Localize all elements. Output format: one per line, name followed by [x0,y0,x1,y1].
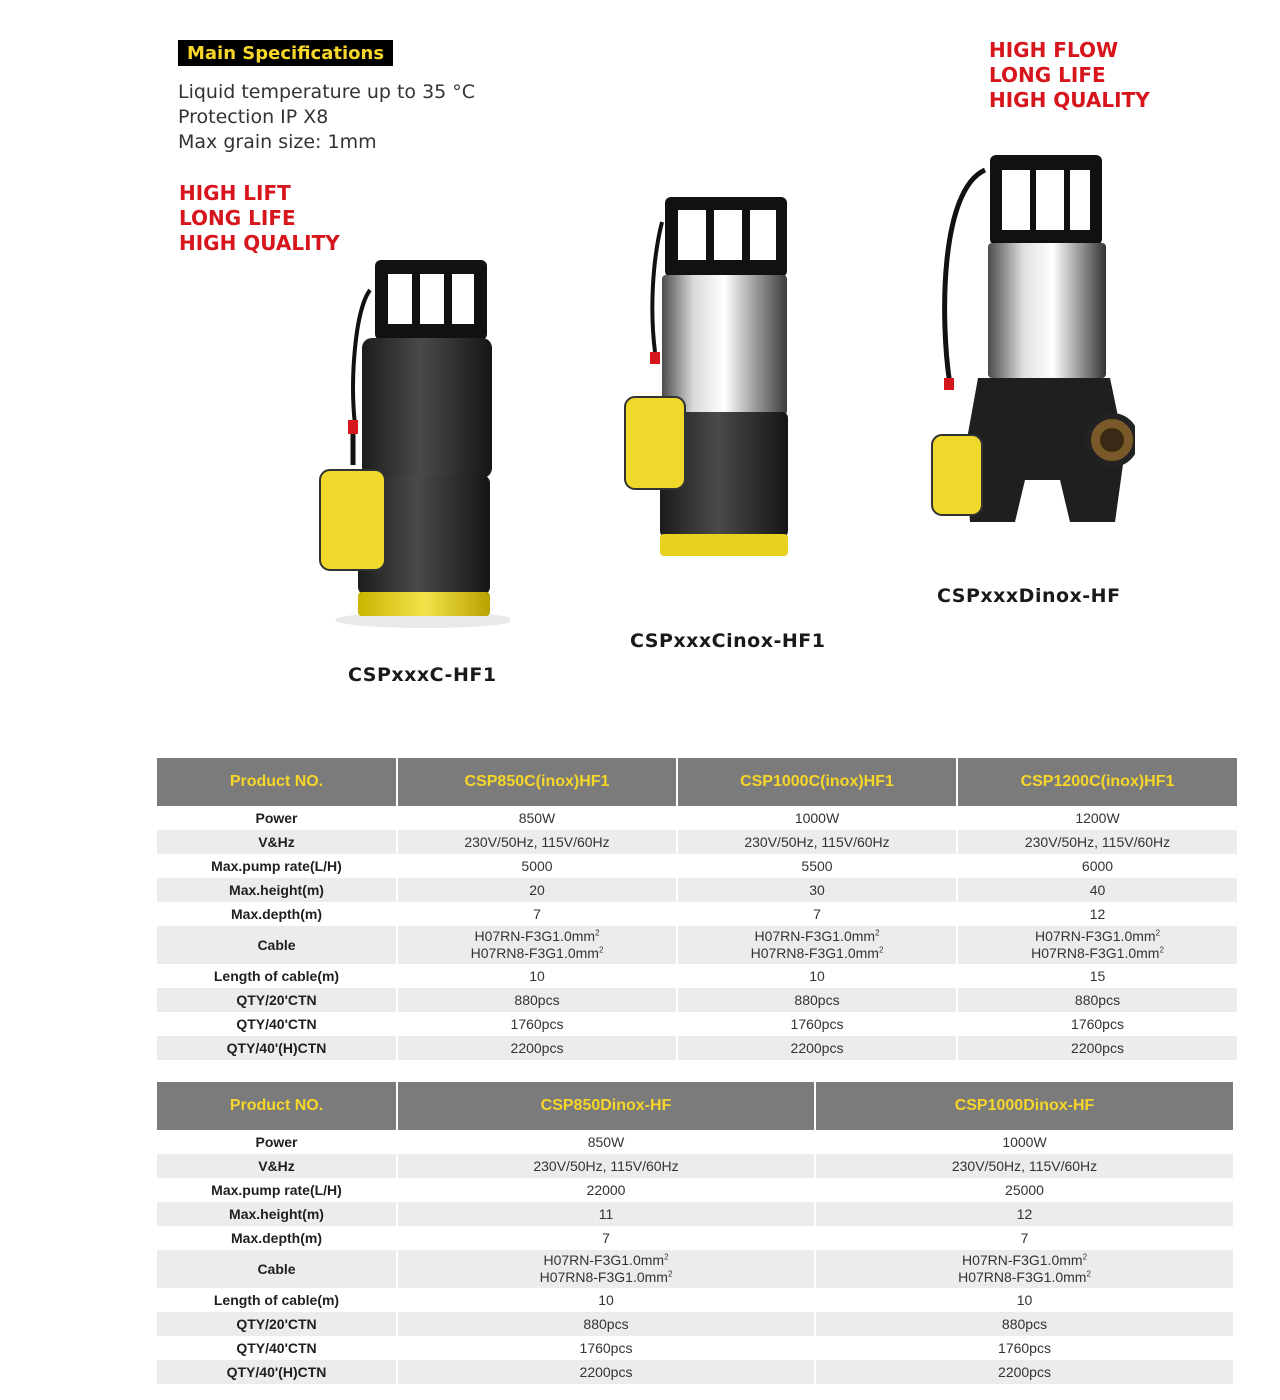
table-cell: 7 [397,902,677,926]
table-cell: 11 [397,1202,815,1226]
slogan-right [989,38,1150,113]
table-row [157,806,1237,830]
pump-image-3 [930,150,1135,530]
row-label: QTY/40'CTN [157,1336,397,1360]
row-label: QTY/20'CTN [157,1312,397,1336]
table-cell: 6000 [1081,858,1114,874]
table-header-row [157,1082,1233,1130]
table-cell: 1760pcs [677,1012,957,1036]
table-cell: 5500 [677,854,957,878]
table-row [157,902,1237,926]
table-cell: 2200pcs [397,1036,677,1060]
table-cell: 40 [957,878,1237,902]
row-label: Power [157,806,397,830]
pump-label-1: CSPxxxC-HF1 [348,664,497,686]
superscript: 2 [598,945,604,955]
superscript: 2 [878,945,884,955]
table-row [157,964,1237,988]
superscript: 2 [1086,1269,1091,1279]
table-cell: 1760pcs [998,1340,1051,1356]
row-label: Max.height(m) [157,1202,397,1226]
cable-spec-text: H07RN-F3G1.0mm [961,1252,1083,1268]
table-cell: 230V/50Hz, 115V/60Hz [397,1154,815,1178]
cable-spec-line [958,945,1237,962]
cable-spec-text: H07RN8-F3G1.0mm [958,1269,1087,1285]
cable-spec-text: H07RN-F3G1.0mm [1034,928,1156,944]
table-row [157,1336,1233,1360]
row-label: V&Hz [157,830,397,854]
pump-label-2: CSPxxxCinox-HF1 [630,630,826,652]
cable-spec-text: H07RN-F3G1.0mm [543,1252,665,1268]
superscript: 2 [664,1252,669,1262]
cable-spec-text: H07RN-F3G1.0mm [754,928,876,944]
table-cell: 1760pcs [397,1012,677,1036]
table-row [157,1202,1233,1226]
table-cell: 12 [1089,906,1106,922]
table-cell: 25000 [1005,1182,1044,1198]
superscript: 2 [595,928,600,938]
cable-spec-text: H07RN-F3G1.0mm [474,928,596,944]
header-model: CSP850C(inox)HF1 [397,758,677,806]
table-row [157,1178,1233,1202]
row-label: Max.pump rate(L/H) [157,1178,397,1202]
table-cell: 230V/50Hz, 115V/60Hz [397,830,677,854]
pump-image-1 [300,250,510,630]
pump-label-3: CSPxxxDinox-HF [937,585,1121,607]
superscript: 2 [1082,1252,1088,1262]
table-cell: 230V/50Hz, 115V/60Hz [815,1154,1233,1178]
row-label: QTY/20'CTN [157,988,397,1012]
table-cell: 880pcs [677,988,957,1012]
table-cell: 880pcs [397,988,677,1012]
spec-grain-size: Max grain size: 1mm [178,131,377,153]
table-row [157,854,1237,878]
header-product-no: Product NO. [157,758,397,806]
table-cell: 1760pcs [397,1336,815,1360]
table-cell [957,926,1237,964]
table-cell: 10 [1016,1292,1033,1308]
table-cell: 230V/50Hz, 115V/60Hz [677,830,957,854]
table-cell: 1200W [1075,810,1120,826]
table-cell: 30 [677,878,957,902]
spec-protection: Protection IP X8 [178,106,329,128]
table-cell [397,926,677,964]
slogan-right-line: HIGH FLOW [989,38,1119,62]
cable-spec-line [678,928,956,945]
pump-image-2 [610,192,810,572]
table-row [157,1130,1233,1154]
main-specs-list [178,80,475,155]
table-cell: 10 [397,1288,815,1312]
cable-spec-line [398,1269,814,1286]
slogan-left-line: HIGH LIFT [179,181,291,205]
table-cell: 2200pcs [815,1360,1233,1384]
table-cell: 880pcs [815,1312,1233,1336]
superscript: 2 [667,1269,673,1279]
table-cell: 880pcs [957,988,1237,1012]
slogan-right-line: HIGH QUALITY [989,88,1150,112]
row-label: QTY/40'(H)CTN [157,1036,397,1060]
row-label: Power [157,1130,397,1154]
table-cell: 12 [815,1202,1233,1226]
cable-spec-text: H07RN8-F3G1.0mm [470,945,599,961]
cable-spec-line [398,928,676,945]
spec-table-1 [157,758,1237,1060]
table-cell: 2200pcs [397,1360,815,1384]
table-cell: 1760pcs [1071,1016,1124,1032]
table-cell: 20 [397,878,677,902]
table-cell: 230V/50Hz, 115V/60Hz [957,830,1237,854]
cable-spec-line [398,1252,814,1269]
table-row [157,926,1237,964]
table-cell: 7 [677,902,957,926]
slogan-left [179,181,340,256]
cable-spec-line [678,945,956,962]
row-label: Max.depth(m) [157,1226,397,1250]
table-header-row [157,758,1237,806]
slogan-right-line: LONG LIFE [989,63,1106,87]
spec-liquid-temperature: Liquid temperature up to 35 °C [178,81,476,103]
table-cell: 7 [397,1226,815,1250]
table-cell: 22000 [397,1178,815,1202]
table-row [157,1012,1237,1036]
table-cell: 7 [1020,1230,1029,1246]
header-model: CSP1000C(inox)HF1 [677,758,957,806]
header-model: CSP850Dinox-HF [397,1082,815,1130]
table-row [157,988,1237,1012]
row-label: Length of cable(m) [157,1288,397,1312]
table-cell: 5000 [397,854,677,878]
table-row [157,878,1237,902]
row-label: Length of cable(m) [157,964,397,988]
table-row [157,1312,1233,1336]
cable-spec-line [816,1269,1233,1286]
table-row [157,830,1237,854]
header-model: CSP1000Dinox-HF [815,1082,1233,1130]
superscript: 2 [875,928,880,938]
row-label: QTY/40'(H)CTN [157,1360,397,1384]
table-row [157,1036,1237,1060]
cable-spec-line [398,945,676,962]
row-label: QTY/40'CTN [157,1012,397,1036]
table-cell: 2200pcs [677,1036,957,1060]
table-cell [677,926,957,964]
cable-spec-text: H07RN8-F3G1.0mm [750,945,879,961]
table-cell: 10 [397,964,677,988]
table-cell: 10 [677,964,957,988]
table-cell: 850W [397,806,677,830]
table-cell: 880pcs [397,1312,815,1336]
row-label: Cable [157,926,397,964]
cable-spec-text: H07RN8-F3G1.0mm [1031,945,1160,961]
main-specs-title: Main Specifications [178,40,393,66]
row-label: Max.pump rate(L/H) [157,854,397,878]
table-cell: 850W [397,1130,815,1154]
table-cell: 1000W [677,806,957,830]
row-label: V&Hz [157,1154,397,1178]
header-product-no: Product NO. [157,1082,397,1130]
header-model: CSP1200C(inox)HF1 [957,758,1237,806]
row-label: Max.height(m) [157,878,397,902]
cable-spec-line [958,928,1237,945]
table-cell: 15 [1089,968,1106,984]
table-row [157,1360,1233,1384]
table-row [157,1154,1233,1178]
slogan-left-line: LONG LIFE [179,206,296,230]
row-label: Max.depth(m) [157,902,397,926]
table-cell: 1000W [1002,1134,1047,1150]
spec-table-2 [157,1082,1233,1384]
superscript: 2 [1155,928,1161,938]
table-cell [815,1250,1233,1288]
superscript: 2 [1159,945,1164,955]
table-row [157,1250,1233,1288]
row-label: Cable [157,1250,397,1288]
table-row [157,1288,1233,1312]
cable-spec-text: H07RN8-F3G1.0mm [539,1269,668,1285]
table-row [157,1226,1233,1250]
cable-spec-line [816,1252,1233,1269]
table-cell [397,1250,815,1288]
slogan-left-line: HIGH QUALITY [179,231,340,255]
table-cell: 2200pcs [957,1036,1237,1060]
